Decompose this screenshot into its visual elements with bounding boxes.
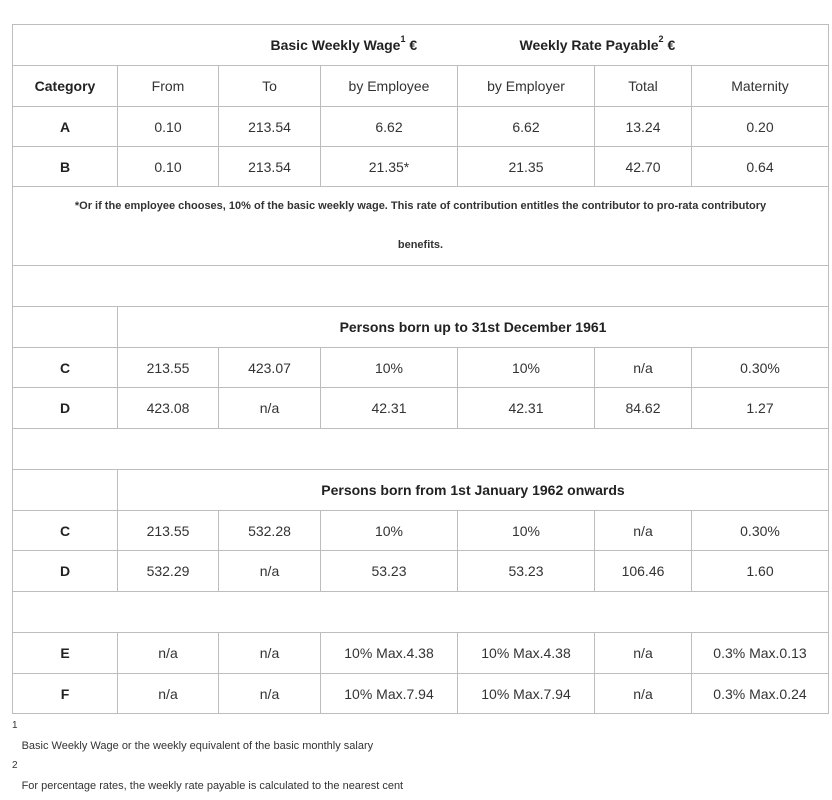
column-header-to: To [219,66,321,107]
table-row [13,348,829,388]
note-line-1: *Or if the employee chooses, 10% of the basic weekly wage. This rate of contribution entitles the contributor to pro-rata contributory [74,200,767,212]
table-row [13,551,829,592]
footnote-1 [12,720,374,752]
to-cell: n/a [219,674,321,714]
by-employer-cell: 10% Max.4.38 [458,633,595,674]
to-cell: n/a [219,551,321,592]
spacer-row [13,592,829,633]
table-row [13,511,829,551]
to-cell: 532.28 [219,511,321,551]
spacer-cell [13,429,829,470]
from-cell: 0.10 [118,107,219,147]
total-cell: n/a [595,511,692,551]
footnote-ref-2: 2 [658,34,664,45]
from-cell: 213.55 [118,348,219,388]
column-header-row [13,66,829,107]
to-cell: 423.07 [219,348,321,388]
by-employee-cell: 10% [321,348,458,388]
to-cell: 213.54 [219,107,321,147]
total-cell: n/a [595,633,692,674]
section-title-spacer [13,307,118,348]
section-title-row [13,307,829,348]
by-employer-cell: 10% [458,348,595,388]
category-cell: D [13,551,118,592]
basic-weekly-wage-header [219,25,458,66]
spacer-cell [13,266,829,307]
weekly-rate-payable-label: Weekly Rate Payable [519,37,659,53]
footnote-2-text: For percentage rates, the weekly rate payable is calculated to the nearest cent [21,780,404,792]
maternity-cell: 0.3% Max.0.13 [692,633,829,674]
from-cell: 532.29 [118,551,219,592]
spacer-row [13,266,829,307]
maternity-cell: 0.20 [692,107,829,147]
footnote-2-marker: 2 [12,760,18,771]
total-cell: n/a [595,674,692,714]
by-employee-cell: 42.31 [321,388,458,429]
category-cell: A [13,107,118,147]
from-cell: n/a [118,633,219,674]
footnote-1-marker: 1 [12,720,18,731]
footnote-2 [12,760,404,792]
section-title-born-from-1962: Persons born from 1st January 1962 onwards [118,470,829,511]
weekly-rate-payable-header [458,25,829,66]
table-row [13,633,829,674]
basic-weekly-wage-unit: € [409,37,418,53]
total-cell: n/a [595,348,692,388]
column-header-by-employee: by Employee [321,66,458,107]
by-employer-cell: 42.31 [458,388,595,429]
by-employer-cell: 21.35 [458,147,595,187]
from-cell: 0.10 [118,147,219,187]
contribution-rates-table-frame [12,24,828,800]
by-employer-cell: 10% Max.7.94 [458,674,595,714]
from-cell: 423.08 [118,388,219,429]
section-title-born-up-to-1961: Persons born up to 31st December 1961 [118,307,829,348]
total-cell: 42.70 [595,147,692,187]
maternity-cell: 1.60 [692,551,829,592]
to-cell: n/a [219,388,321,429]
total-cell: 106.46 [595,551,692,592]
table-row [13,674,829,714]
column-header-total: Total [595,66,692,107]
note-row [13,187,829,266]
by-employee-cell: 10% Max.7.94 [321,674,458,714]
maternity-cell: 0.64 [692,147,829,187]
by-employee-cell: 10% Max.4.38 [321,633,458,674]
by-employee-cell: 10% [321,511,458,551]
table-row [13,107,829,147]
to-cell: 213.54 [219,147,321,187]
maternity-cell: 0.30% [692,348,829,388]
section-title-row [13,470,829,511]
maternity-cell: 0.3% Max.0.24 [692,674,829,714]
column-header-category: Category [13,66,118,107]
footnote-ref-1: 1 [400,34,406,45]
header-spacer [13,25,219,66]
note-line-2: benefits. [397,239,444,251]
to-cell: n/a [219,633,321,674]
basic-weekly-wage-label: Basic Weekly Wage [270,37,401,53]
footnote-1-text: Basic Weekly Wage or the weekly equivalent of the basic monthly salary [21,740,374,752]
category-cell: C [13,511,118,551]
table-row [13,147,829,187]
category-cell: B [13,147,118,187]
table-row [13,388,829,429]
table-header-group-row [13,25,829,66]
category-cell: C [13,348,118,388]
column-header-maternity: Maternity [692,66,829,107]
column-header-from: From [118,66,219,107]
from-cell: n/a [118,674,219,714]
section-title-spacer [13,470,118,511]
category-cell: E [13,633,118,674]
by-employer-cell: 53.23 [458,551,595,592]
category-cell: D [13,388,118,429]
spacer-cell [13,592,829,633]
category-cell: F [13,674,118,714]
by-employee-cell: 53.23 [321,551,458,592]
from-cell: 213.55 [118,511,219,551]
note-cell [13,187,829,266]
weekly-rate-payable-unit: € [667,37,676,53]
total-cell: 13.24 [595,107,692,147]
by-employee-cell: 21.35* [321,147,458,187]
by-employer-cell: 10% [458,511,595,551]
by-employer-cell: 6.62 [458,107,595,147]
contribution-rates-table [12,24,829,714]
maternity-cell: 0.30% [692,511,829,551]
total-cell: 84.62 [595,388,692,429]
maternity-cell: 1.27 [692,388,829,429]
spacer-row [13,429,829,470]
column-header-by-employer: by Employer [458,66,595,107]
by-employee-cell: 6.62 [321,107,458,147]
